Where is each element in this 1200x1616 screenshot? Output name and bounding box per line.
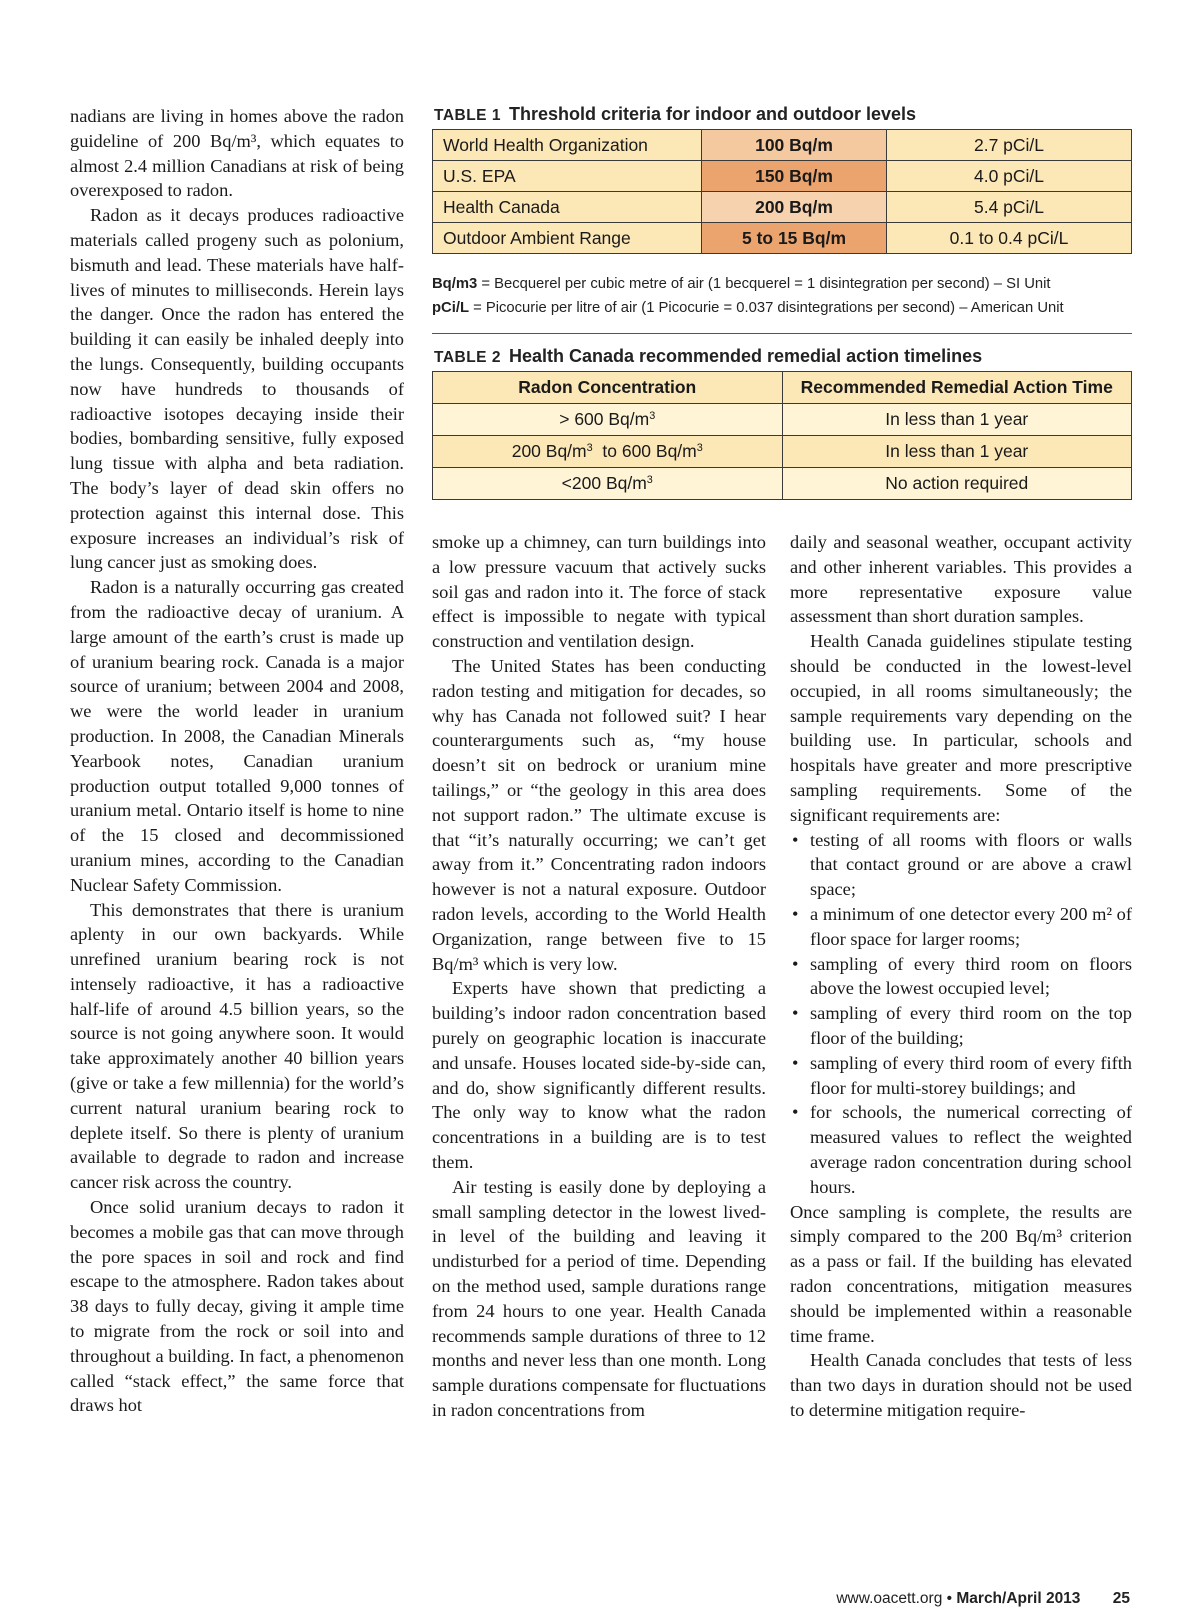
list-item: • sampling of every third room on floors above the lowest occupied level; — [792, 953, 1132, 999]
bq-cell: 150 Bq/m — [702, 161, 887, 192]
pci-cell: 0.1 to 0.4 pCi/L — [887, 223, 1132, 254]
body-paragraph: nadians are living in homes above the radon guideline of 200 Bq/m³, which equates to almost 2.4 million Canadians at risk of being overexposed to radon. — [70, 106, 404, 201]
body-paragraph: Experts have shown that predicting a building’s indoor radon concentration based purely on geographic location is inaccurate and unsafe. Houses located side-by-side can, and do, show significantly different results. The only way to know what the radon concentrations in a building are is to test them. — [432, 978, 766, 1172]
definition-text: = Picocurie per litre of air (1 Picocurie = 0.037 disintegrations per second) – American Unit — [469, 300, 1064, 316]
website-link[interactable]: www.oacett.org — [836, 1590, 943, 1607]
table-row — [433, 192, 1132, 223]
definition-line — [432, 296, 1132, 320]
footer-separator: • — [946, 1590, 953, 1607]
definition-term: Bq/m3 — [432, 276, 478, 292]
org-cell: U.S. EPA — [433, 161, 702, 192]
right-column — [790, 530, 1132, 1423]
body-paragraph: daily and seasonal weather, occupant activity and other inherent variables. This provides a more representative exposure value assessment than short duration samples. — [790, 532, 1132, 627]
table-row — [433, 404, 1132, 436]
table-2-label: TABLE 2 — [434, 349, 501, 366]
page-number: 25 — [1112, 1590, 1130, 1607]
concentration-cell: <200 $Bq/m^3$ — [433, 468, 783, 500]
list-item: • for schools, the numerical correcting of measured values to reflect the weighted average radon concentration during school hours. — [792, 1102, 1132, 1197]
unit-definitions — [432, 272, 1132, 320]
action-cell: No action required — [782, 468, 1132, 500]
list-item: • testing of all rooms with floors or walls that contact ground or are above a crawl space; — [792, 829, 1132, 900]
table-row — [433, 223, 1132, 254]
action-cell: In less than 1 year — [782, 404, 1132, 436]
action-cell: In less than 1 year — [782, 436, 1132, 468]
body-paragraph: Health Canada guidelines stipulate testing should be conducted in the lowest-level occupied, in all rooms simultaneously; the sample requirements vary depending on the building use. In particular, schools and hospitals have greater and more prescriptive sampling requirements. Some of the significant requirements are: — [790, 631, 1132, 825]
bq-cell: 5 to 15 Bq/m — [702, 223, 887, 254]
org-cell: Outdoor Ambient Range — [433, 223, 702, 254]
middle-column — [432, 530, 766, 1423]
org-cell: World Health Organization — [433, 130, 702, 161]
org-cell: Health Canada — [433, 192, 702, 223]
page-footer — [836, 1590, 1130, 1608]
body-paragraph: smoke up a chimney, can turn buildings into a low pressure vacuum that actively sucks soil gas and radon into it. The force of stack effect is impossible to negate with typical construction and ventilation design. — [432, 532, 766, 652]
bullet-icon: • — [792, 953, 799, 974]
table-row — [433, 436, 1132, 468]
body-paragraph: Radon as it decays produces radioactive materials called progeny such as polonium, bismuth and lead. These materials have half-lives of minutes to milliseconds. Herein lays the danger. Once the radon has entered the building it can easily be inhaled deeply into the lungs. Consequently, building occupants now have hundreds to thousands of radioactive isotopes decaying inside their bodies, bombarding sensitive, fully exposed lung tissue with alpha and beta radiation. The body’s layer of dead skin offers no protection against this internal dose. This exposure increases an individual’s risk of lung cancer just as smoking does. — [70, 205, 404, 573]
table-row — [433, 130, 1132, 161]
left-column — [70, 104, 404, 1418]
body-paragraph: This demonstrates that there is uranium aplenty in our own backyards. While unrefined uranium bearing rock is not intensely radioactive, it has a radioactive half-life of around 4.5 billion years, so the source is not going anywhere soon. It would take approximately another 40 billion years (give or take a few millennia) for the world’s current natural uranium bearing rock to deplete itself. So there is plenty of uranium available to degrade to radon and increase cancer risk across the country. — [70, 899, 404, 1193]
concentration-cell: 200 $Bq/m^3$ to 600 $Bq/m^3$ — [433, 436, 783, 468]
column-header: Radon Concentration — [433, 372, 783, 404]
divider — [432, 333, 1132, 334]
body-paragraph: Once solid uranium decays to radon it becomes a mobile gas that can move through the pore spaces in soil and rock and find escape to the atmosphere. Radon takes about 38 days to fully decay, giving it ample time to migrate from the rock or soil into and throughout a building. In fact, a phenomenon called “stack effect,” the same force that draws hot — [70, 1197, 404, 1416]
remedial-action-table — [432, 371, 1132, 500]
bullet-icon: • — [792, 903, 799, 924]
table-1 — [432, 104, 1132, 254]
table-2-caption — [434, 346, 1132, 367]
issue-date: March/April 2013 — [956, 1590, 1081, 1607]
list-item: • sampling of every third room of every fifth floor for multi-storey buildings; and — [792, 1052, 1132, 1098]
table-header-row — [433, 372, 1132, 404]
list-item: • sampling of every third room on the top floor of the building; — [792, 1003, 1132, 1048]
definition-line — [432, 272, 1132, 296]
definition-text: = Becquerel per cubic metre of air (1 becquerel = 1 disintegration per second) – SI Unit — [477, 276, 1051, 292]
concentration-cell: > 600 $Bq/m^3$ — [433, 404, 783, 436]
bq-cell: 200 Bq/m — [702, 192, 887, 223]
body-paragraph: Radon is a naturally occurring gas created from the radioactive decay of uranium. A large amount of the earth’s crust is made up of uranium bearing rock. Canada is a major source of uranium; between 2004 and 2008, we were the world leader in uranium production. In 2008, the Canadian Minerals Yearbook notes, Canadian uranium production output totalled 9,000 tonnes of uranium metal. Ontario itself is home to nine of the 15 closed and decommissioned uranium mines, according to the Canadian Nuclear Safety Commission. — [70, 577, 404, 895]
threshold-table — [432, 129, 1132, 254]
bq-cell: 100 Bq/m — [702, 130, 887, 161]
table-row — [433, 468, 1132, 500]
body-paragraph: Health Canada concludes that tests of less than two days in duration should not be used to determine mitigation require- — [790, 1350, 1132, 1420]
body-paragraph: Air testing is easily done by deploying a small sampling detector in the lowest lived-in level of the building and leaving it undisturbed for a period of time. Depending on the method used, sample durations range from 24 hours to one year. Health Canada recommends sample durations of three to 12 months and never less than one month. Long sample durations compensate for fluctuations in radon concentrations from — [432, 1176, 767, 1420]
requirements-list — [790, 828, 1132, 1200]
table-1-caption — [434, 104, 1132, 125]
bullet-icon: • — [792, 829, 799, 850]
table-1-label: TABLE 1 — [434, 107, 501, 124]
bullet-icon: • — [792, 1003, 799, 1024]
table-1-title: Threshold criteria for indoor and outdoor levels — [508, 104, 917, 124]
table-2 — [432, 346, 1132, 500]
pci-cell: 2.7 pCi/L — [887, 130, 1132, 161]
table-2-title: Health Canada recommended remedial action timelines — [508, 346, 983, 366]
bullet-icon: • — [792, 1052, 799, 1073]
definition-term: pCi/L — [432, 300, 469, 316]
body-paragraph: Once sampling is complete, the results are simply compared to the 200 Bq/m³ criterion as a pass or fail. If the building has elevated radon concentrations, mitigation measures should be implemented within a reasonable time frame. — [790, 1201, 1132, 1346]
bullet-icon: • — [792, 1102, 799, 1123]
body-paragraph: The United States has been conducting radon testing and mitigation for decades, so why has Canada not followed suit? I hear counterarguments such as, “my house doesn’t sit on bedrock or uranium mine tailings,” or “the geology in this area does not support radon.” The ultimate excuse is that “it’s naturally occurring; we can’t get away from it.” Concentrating radon indoors however is not a natural exposure. Outdoor radon levels, according to the World Health Organization, range between five to 15 Bq/m³ which is very low. — [432, 655, 766, 974]
pci-cell: 4.0 pCi/L — [887, 161, 1132, 192]
pci-cell: 5.4 pCi/L — [887, 192, 1132, 223]
table-row — [433, 161, 1132, 192]
list-item: • a minimum of one detector every 200 m² of floor space for larger rooms; — [792, 903, 1132, 949]
column-header: Recommended Remedial Action Time — [782, 372, 1132, 404]
